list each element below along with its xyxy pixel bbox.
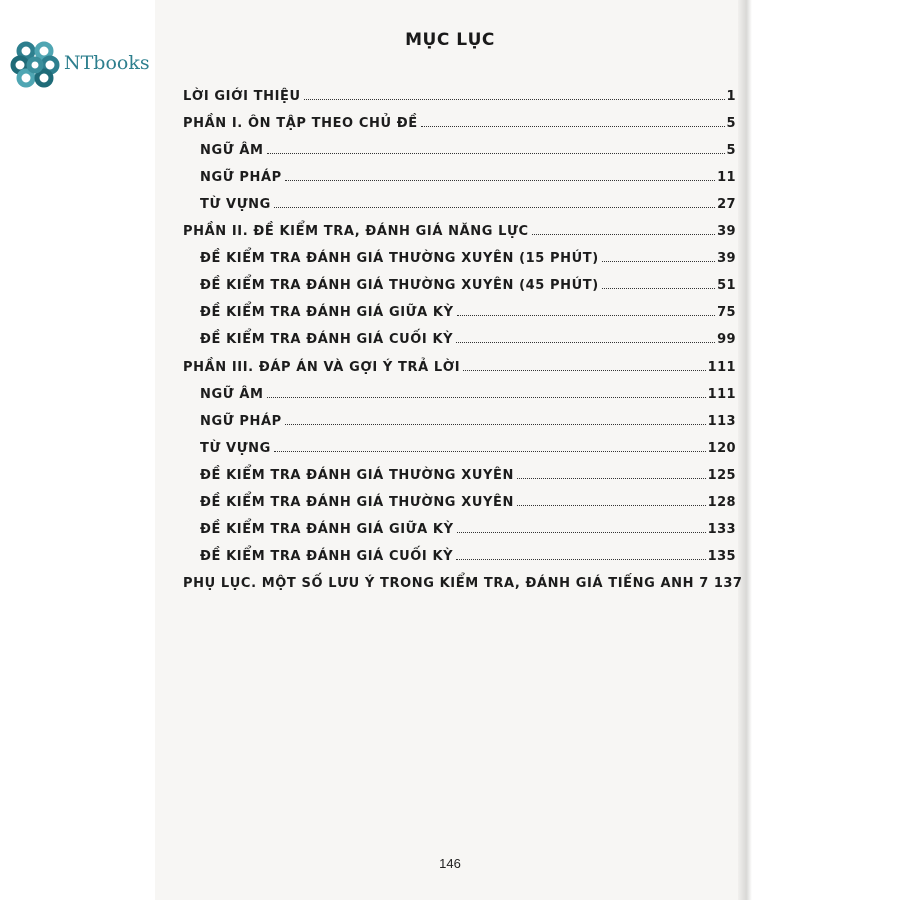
toc-entry-page: 11	[717, 170, 736, 186]
toc-entry-label: ĐỀ KIỂM TRA ĐÁNH GIÁ THƯỜNG XUYÊN (15 PHÚT)	[200, 251, 599, 267]
toc-dot-leader	[456, 342, 715, 343]
toc-entry-label: PHẦN I. ÔN TẬP THEO CHỦ ĐỀ	[183, 116, 418, 132]
toc-entry[interactable]	[200, 190, 736, 212]
toc-entry-page: 137	[713, 575, 743, 591]
toc-entry[interactable]	[200, 163, 736, 185]
toc-title: MỤC LỤC	[405, 30, 495, 50]
toc-entry[interactable]	[200, 407, 736, 429]
toc-dot-leader	[274, 451, 706, 452]
toc-entry[interactable]	[200, 325, 736, 347]
toc-entry-label: ĐỀ KIỂM TRA ĐÁNH GIÁ THƯỜNG XUYÊN	[200, 467, 514, 483]
page-number: 146	[439, 856, 461, 871]
toc-entry-label: ĐỀ KIỂM TRA ĐÁNH GIÁ CUỐI KỲ	[200, 548, 454, 564]
toc-dot-leader	[457, 532, 706, 533]
toc-entry[interactable]	[183, 353, 736, 375]
toc-entry-label: ĐỀ KIỂM TRA ĐÁNH GIÁ GIỮA KỲ	[200, 521, 454, 537]
toc-entry[interactable]	[183, 82, 736, 104]
toc-dot-leader	[285, 180, 715, 181]
toc-entry-page: 133	[707, 521, 736, 537]
toc-dot-leader	[267, 153, 725, 154]
toc-dot-leader	[304, 99, 725, 100]
toc-dot-leader	[602, 288, 715, 289]
toc-dot-leader	[602, 261, 715, 262]
toc-dot-leader	[457, 315, 716, 316]
toc-entry[interactable]	[183, 217, 736, 239]
toc-entry[interactable]	[200, 434, 736, 456]
toc-entry[interactable]	[200, 380, 736, 402]
toc-entry[interactable]	[200, 244, 736, 266]
toc-entry[interactable]	[200, 488, 736, 510]
toc-entry-page: 51	[717, 278, 736, 294]
toc-entry-label: NGỮ ÂM	[200, 386, 264, 402]
toc-entry-page: 1	[726, 89, 736, 104]
toc-entry-page: 128	[707, 494, 736, 510]
toc-entry-label: ĐỀ KIỂM TRA ĐÁNH GIÁ GIỮA KỲ	[200, 305, 454, 321]
toc-entry-label: PHẦN II. ĐỀ KIỂM TRA, ĐÁNH GIÁ NĂNG LỰC	[183, 224, 529, 240]
toc-entry-page: 39	[717, 251, 736, 267]
toc-dot-leader	[421, 126, 725, 127]
toc-entry[interactable]	[183, 109, 736, 131]
toc-dot-leader	[285, 424, 706, 425]
toc-entry-label: TỪ VỰNG	[200, 440, 271, 456]
toc-entry[interactable]	[183, 569, 743, 591]
toc-dot-leader	[456, 559, 706, 560]
brand-logo-text: NTbooks	[64, 52, 150, 74]
toc-entry[interactable]	[200, 461, 736, 483]
toc-entry-page: 111	[707, 386, 736, 402]
toc-entry-page: 135	[707, 548, 736, 564]
toc-entry-label: PHỤ LỤC. MỘT SỐ LƯU Ý TRONG KIỂM TRA, ĐÁNH GIÁ TIẾNG ANH 7	[183, 575, 709, 591]
toc-entry-page: 125	[707, 467, 736, 483]
toc-entry-page: 75	[717, 305, 736, 321]
toc-entry-label: NGỮ ÂM	[200, 143, 264, 159]
toc-entry-label: ĐỀ KIỂM TRA ĐÁNH GIÁ THƯỜNG XUYÊN	[200, 494, 514, 510]
toc-entry[interactable]	[200, 542, 736, 564]
toc-entry-page: 120	[707, 440, 736, 456]
toc-entry-label: LỜI GIỚI THIỆU	[183, 89, 301, 104]
toc-dot-leader	[267, 397, 706, 398]
toc-dot-leader	[517, 478, 706, 479]
toc-entry-page: 113	[707, 413, 736, 429]
toc-entry-label: PHẦN III. ĐÁP ÁN VÀ GỢI Ý TRẢ LỜI	[183, 359, 461, 375]
toc-entry-page: 5	[726, 116, 736, 132]
toc-entry-label: TỪ VỰNG	[200, 197, 271, 213]
toc-entry[interactable]	[200, 515, 736, 537]
toc-entry-page: 27	[717, 197, 736, 213]
toc-entry[interactable]	[200, 271, 736, 293]
toc-entry-page: 99	[717, 332, 736, 348]
toc-entry-label: NGỮ PHÁP	[200, 170, 282, 186]
toc-entry-page: 5	[726, 143, 736, 159]
toc-dot-leader	[463, 370, 705, 371]
toc-dot-leader	[517, 505, 706, 506]
toc-entry-label: NGỮ PHÁP	[200, 413, 282, 429]
toc-entry-label: ĐỀ KIỂM TRA ĐÁNH GIÁ THƯỜNG XUYÊN (45 PHÚT)	[200, 278, 599, 294]
toc-entry[interactable]	[200, 298, 736, 320]
toc-dot-leader	[532, 234, 715, 235]
toc-entry-page: 39	[717, 224, 736, 240]
toc-entry-label: ĐỀ KIỂM TRA ĐÁNH GIÁ CUỐI KỲ	[200, 332, 454, 348]
toc-entry-page: 111	[707, 359, 736, 375]
toc-entry[interactable]	[200, 136, 736, 158]
toc-dot-leader	[274, 207, 715, 208]
